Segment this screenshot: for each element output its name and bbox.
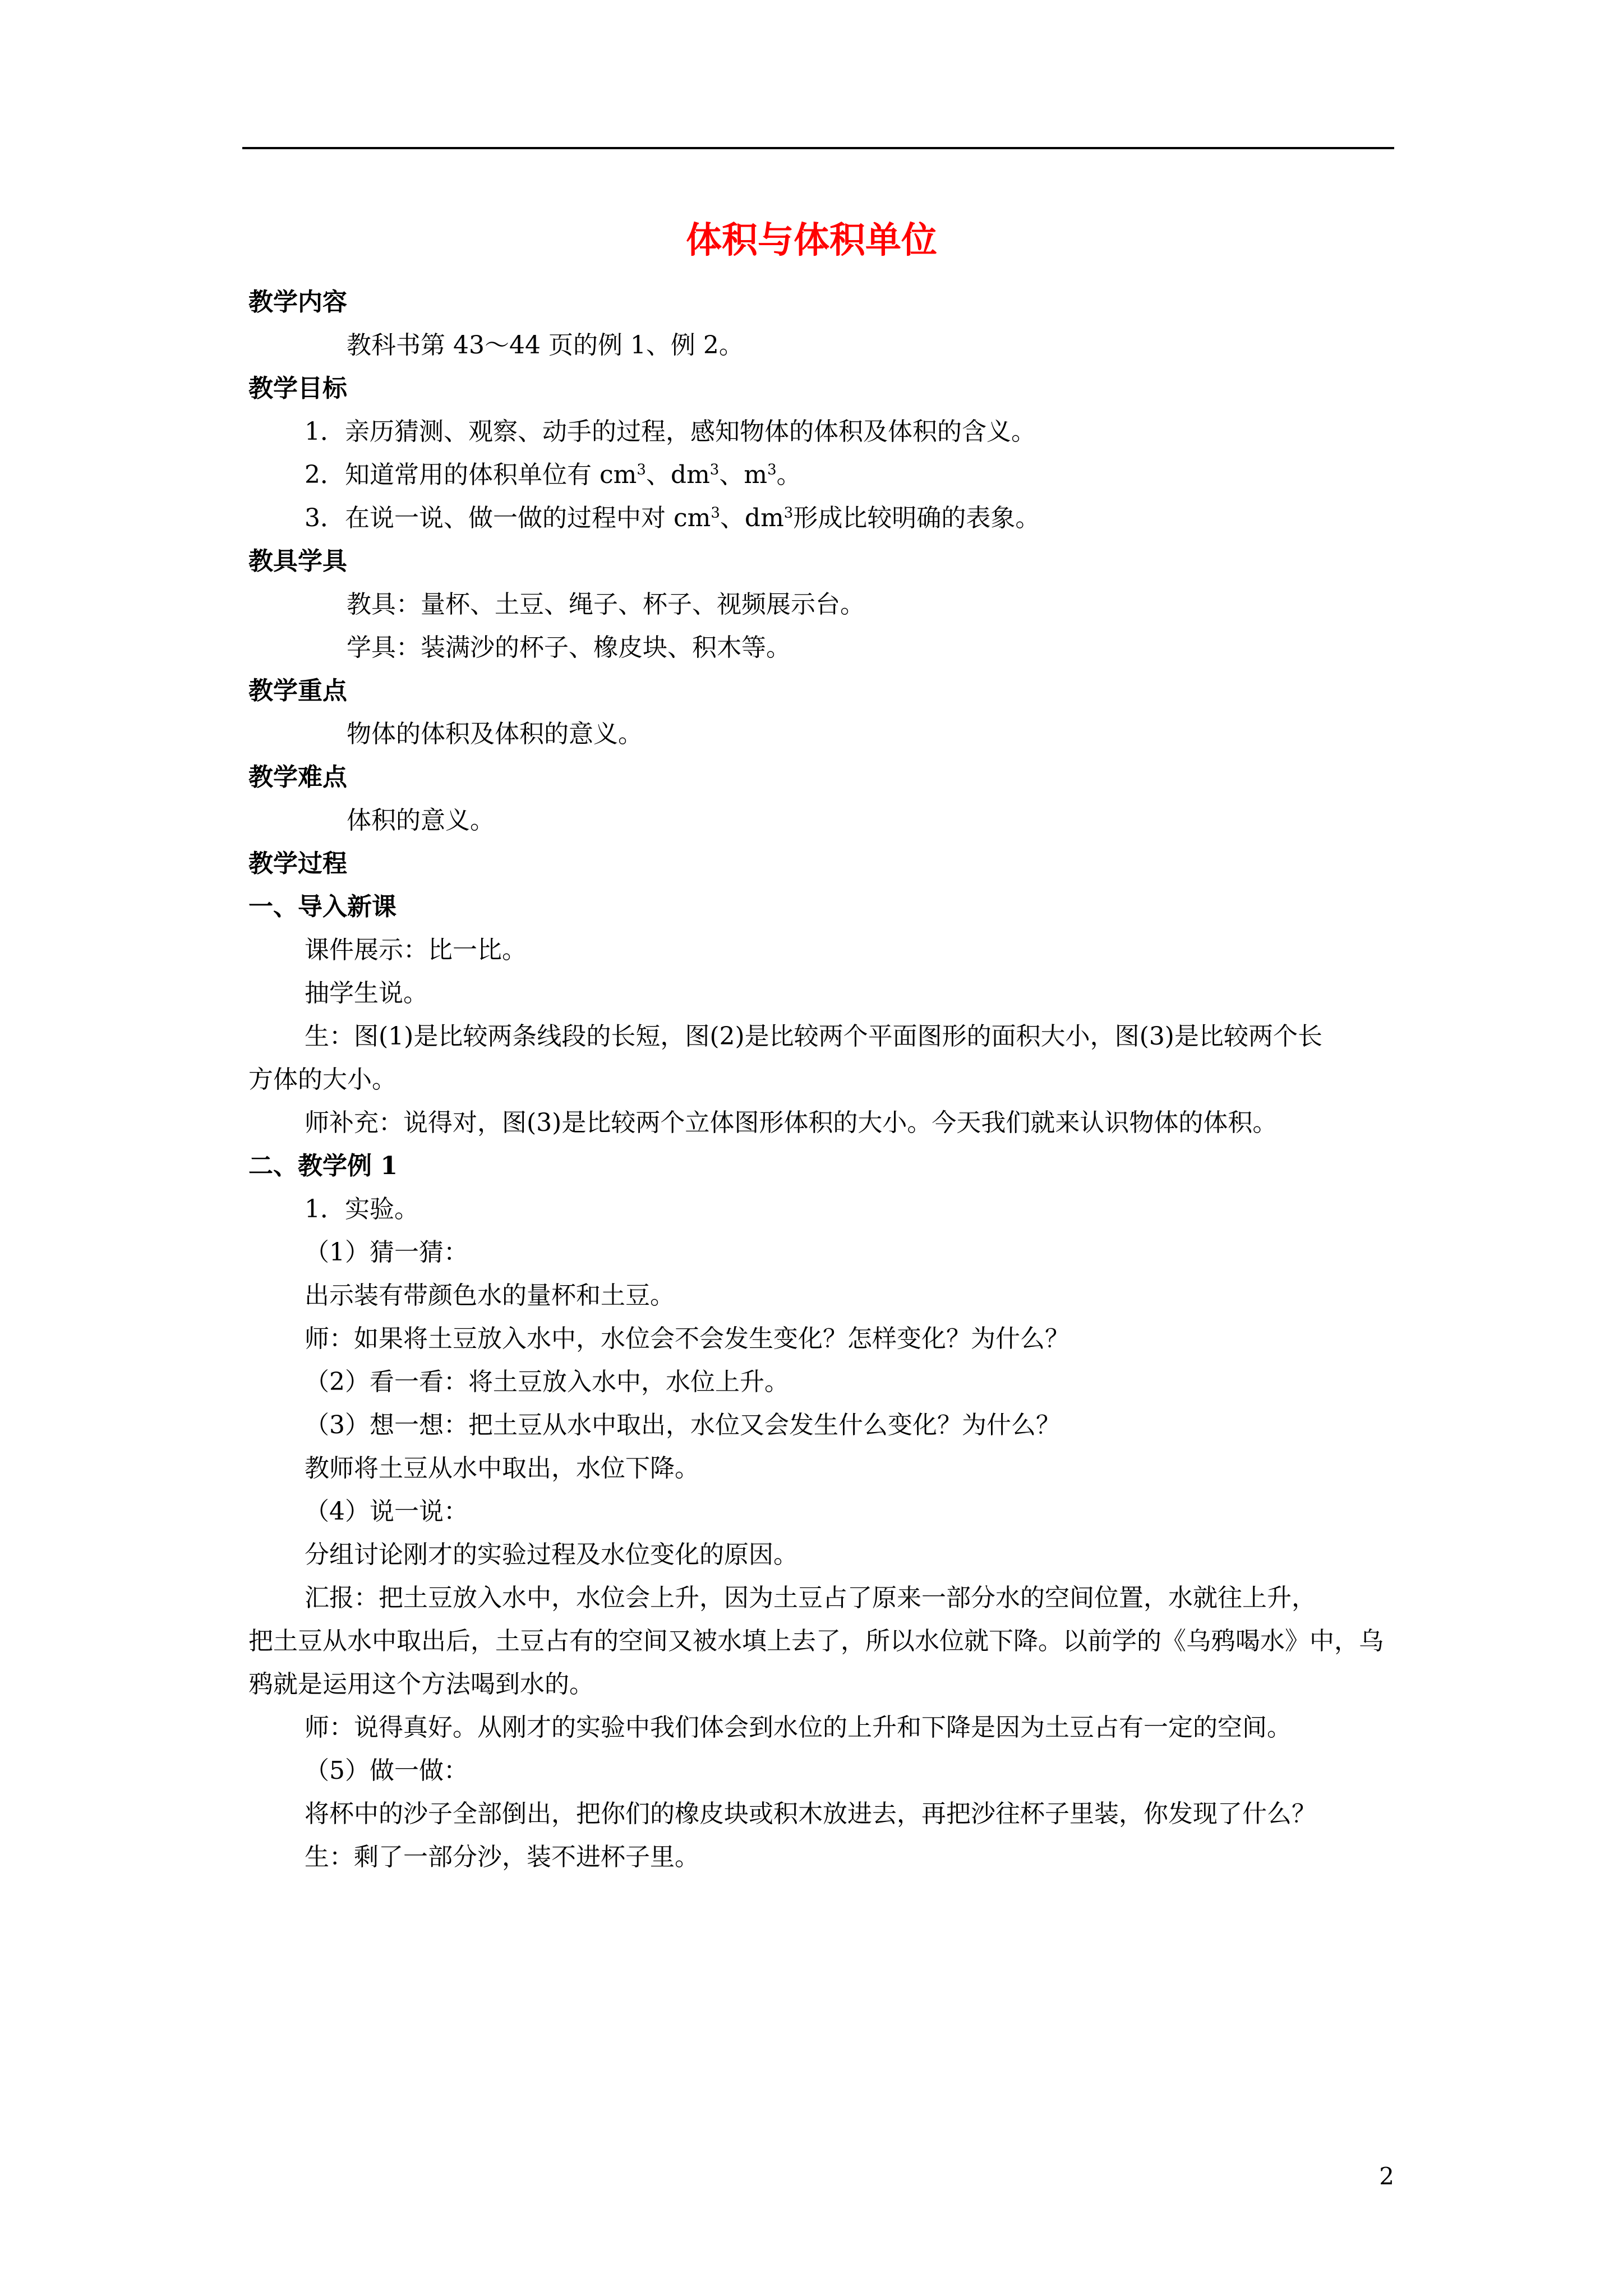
paragraph: 师：说得真好。从刚才的实验中我们体会到水位的上升和下降是因为土豆占有一定的空间。 [305,1713,1292,1742]
paragraph: 教师将土豆从水中取出，水位下降。 [305,1454,699,1483]
paragraph: 方体的大小。 [248,1065,396,1094]
page-number: 2 [1379,2162,1394,2190]
section-heading-content: 教学内容 [248,288,347,316]
section-heading-difficult: 教学难点 [248,763,347,792]
content-text: 教科书第 43～44 页的例 1、例 2。 [347,331,744,360]
paragraph: 1．实验。 [305,1195,419,1223]
paragraph: 抽学生说。 [305,979,428,1007]
paragraph: 课件展示：比一比。 [305,936,527,964]
section-heading-goals: 教学目标 [248,374,347,403]
goal-1: 1．亲历猜测、观察、动手的过程，感知物体的体积及体积的含义。 [305,417,1036,446]
paragraph: 汇报：把土豆放入水中，水位会上升，因为土豆占了原来一部分水的空间位置，水就往上升， [305,1584,1316,1612]
document-title: 体积与体积单位 [686,219,937,261]
part-2-heading: 二、教学例 1 [248,1152,398,1180]
paragraph: 出示装有带颜色水的量杯和土豆。 [305,1281,675,1310]
section-heading-tools: 教具学具 [248,547,347,576]
key-text: 物体的体积及体积的意义。 [347,720,643,748]
difficult-text: 体积的意义。 [347,806,495,835]
part-1-heading: 一、导入新课 [248,892,396,921]
paragraph: 把土豆从水中取出后，土豆占有的空间又被水填上去了，所以水位就下降。以前学的《乌鸦喝水》中，乌鸦就是运用这个方法喝到水的。 [248,1627,1384,1699]
paragraph: 分组讨论刚才的实验过程及水位变化的原因。 [305,1540,798,1569]
paragraph: 生：图(1)是比较两条线段的长短，图(2)是比较两个平面图形的面积大小，图(3)是比较两个长 [305,1022,1322,1051]
section-heading-process: 教学过程 [248,849,347,878]
goal-2: 2．知道常用的体积单位有 $cm^3$、$dm^3$、$m^3$。 [305,461,801,489]
section-heading-key: 教学重点 [248,677,347,705]
paragraph: （3）想一想：把土豆从水中取出，水位又会发生什么变化？为什么？ [305,1411,1061,1439]
paragraph: （4）说一说： [305,1497,468,1526]
paragraph: 生：剩了一部分沙，装不进杯子里。 [305,1843,699,1871]
paragraph: 师：如果将土豆放入水中，水位会不会发生变化？怎样变化？为什么？ [305,1324,1069,1353]
paragraph: （1）猜一猜： [305,1238,468,1267]
paragraph: 将杯中的沙子全部倒出，把你们的橡皮块或积木放进去，再把沙往杯子里装，你发现了什么？ [305,1800,1316,1828]
paragraph: （2）看一看：将土豆放入水中，水位上升。 [305,1368,789,1396]
paragraph: （5）做一做： [305,1756,468,1785]
document-body [248,280,1395,1879]
tools-teacher: 教具：量杯、土豆、绳子、杯子、视频展示台。 [347,590,865,619]
goal-3: 3．在说一说、做一做的过程中对 $cm^3$、$dm^3$形成比较明确的表象。 [305,504,1040,532]
header-rule [242,147,1394,149]
tools-student: 学具：装满沙的杯子、橡皮块、积木等。 [347,633,791,662]
paragraph: 师补充：说得对，图(3)是比较两个立体图形体积的大小。今天我们就来认识物体的体积。 [305,1108,1278,1137]
